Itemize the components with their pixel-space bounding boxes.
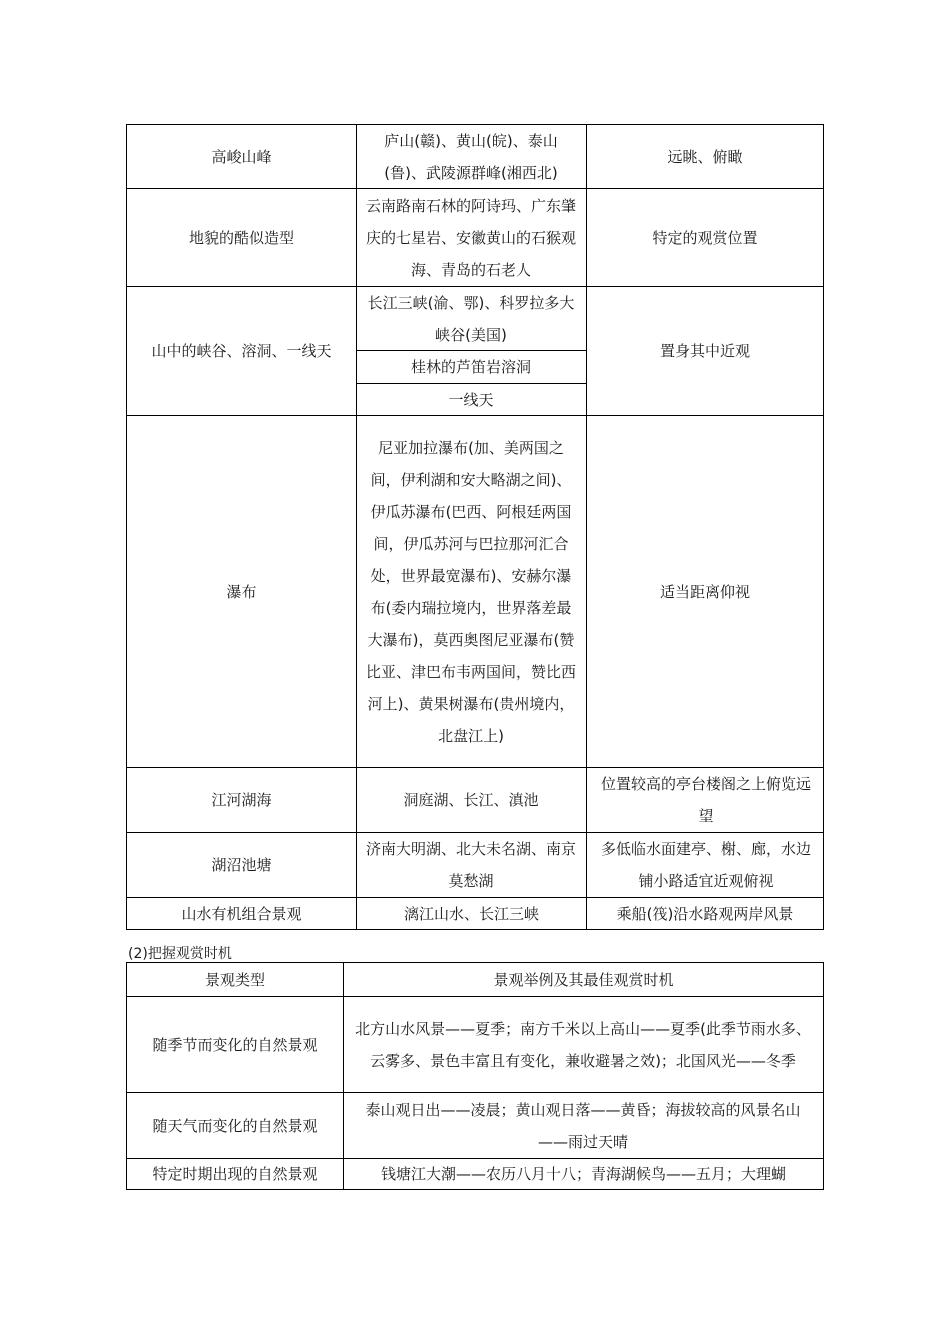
table-row <box>127 1093 343 1158</box>
landscape-examples: 桂林的芦笛岩溶洞 <box>410 358 531 376</box>
landscape-type: 特定时期出现的自然景观 <box>152 1165 318 1183</box>
viewing-position: 远眺、俯瞰 <box>667 147 743 166</box>
table-row <box>127 416 356 767</box>
viewing-position: 适当距离仰视 <box>659 582 750 601</box>
table-row <box>127 189 356 286</box>
landscape-type: 随季节而变化的自然景观 <box>152 1035 318 1054</box>
landscape-examples: 一线天 <box>448 390 494 409</box>
column-header-examples: 景观举例及其最佳观赏时机 <box>493 970 674 989</box>
viewing-position: 位置较高的亭台楼阁之上俯览远望 <box>600 775 811 825</box>
viewing-position: 多低临水面建亭、榭、廊，水边铺小路适宜近观俯视 <box>600 840 811 890</box>
landscape-type: 湖沼池塘 <box>211 856 272 874</box>
landscape-examples: 北方山水风景——夏季；南方千米以上高山——夏季(此季节雨水多、云雾多、景色丰富且有变化，兼收避暑之效)；北国风光——冬季 <box>355 1019 811 1070</box>
table-row <box>127 768 356 832</box>
landscape-type: 江河湖海 <box>211 791 272 809</box>
viewing-position: 特定的观赏位置 <box>652 228 758 247</box>
table-header <box>127 963 343 996</box>
landscape-type: 随天气而变化的自然景观 <box>152 1116 318 1135</box>
table-row <box>127 833 356 897</box>
table-row <box>127 287 356 415</box>
landscape-examples: 长江三峡(渝、鄂)、科罗拉多大峡谷(美国) <box>367 293 575 344</box>
landscape-type: 山水有机组合景观 <box>181 904 302 923</box>
landscape-examples: 钱塘江大潮——农历八月十八；青海湖候鸟——五月；大理蝴 <box>380 1165 786 1183</box>
landscape-examples: 尼亚加拉瀑布(加、美两国之间，伊利湖和安大略湖之间)、伊瓜苏瀑布(巴西、阿根廷两国间，伊瓜苏河与巴拉那河汇合处，世界最宽瀑布)、安赫尔瀑布(委内瑞拉境内，世界落差最大瀑布)，莫西奥图尼亚瀑布(赞比亚、津巴布韦两国间，赞比西河上)、黄果树瀑布(贵州境内，北盘江上) <box>365 438 576 745</box>
column-header-type: 景观类型 <box>204 970 265 989</box>
landscape-examples: 云南路南石林的阿诗玛、广东肇庆的七星岩、安徽黄山的石猴观海、青岛的石老人 <box>365 196 576 279</box>
landscape-type: 山中的峡谷、溶洞、一线天 <box>151 342 332 360</box>
section-caption: (2)把握观赏时机 <box>128 946 232 962</box>
viewing-position: 乘船(筏)沿水路观两岸风景 <box>616 904 794 923</box>
table-row <box>127 898 356 929</box>
landscape-examples: 洞庭湖、长江、滇池 <box>403 791 539 809</box>
landscape-examples: 漓江山水、长江三峡 <box>403 904 539 923</box>
table-row <box>127 125 356 188</box>
landscape-examples: 庐山(赣)、黄山(皖)、泰山(鲁)、武陵源群峰(湘西北) <box>384 131 558 182</box>
landscape-type: 瀑布 <box>226 582 257 601</box>
table-row <box>127 1159 343 1189</box>
landscape-examples: 济南大明湖、北大未名湖、南京莫愁湖 <box>365 840 576 890</box>
landscape-type: 地貌的酷似造型 <box>188 228 294 247</box>
landscape-type: 高峻山峰 <box>211 147 272 166</box>
table-row <box>127 997 343 1092</box>
landscape-examples: 泰山观日出——凌晨；黄山观日落——黄昏；海拔较高的风景名山——雨过天晴 <box>365 1100 801 1151</box>
viewing-position: 置身其中近观 <box>659 342 750 360</box>
